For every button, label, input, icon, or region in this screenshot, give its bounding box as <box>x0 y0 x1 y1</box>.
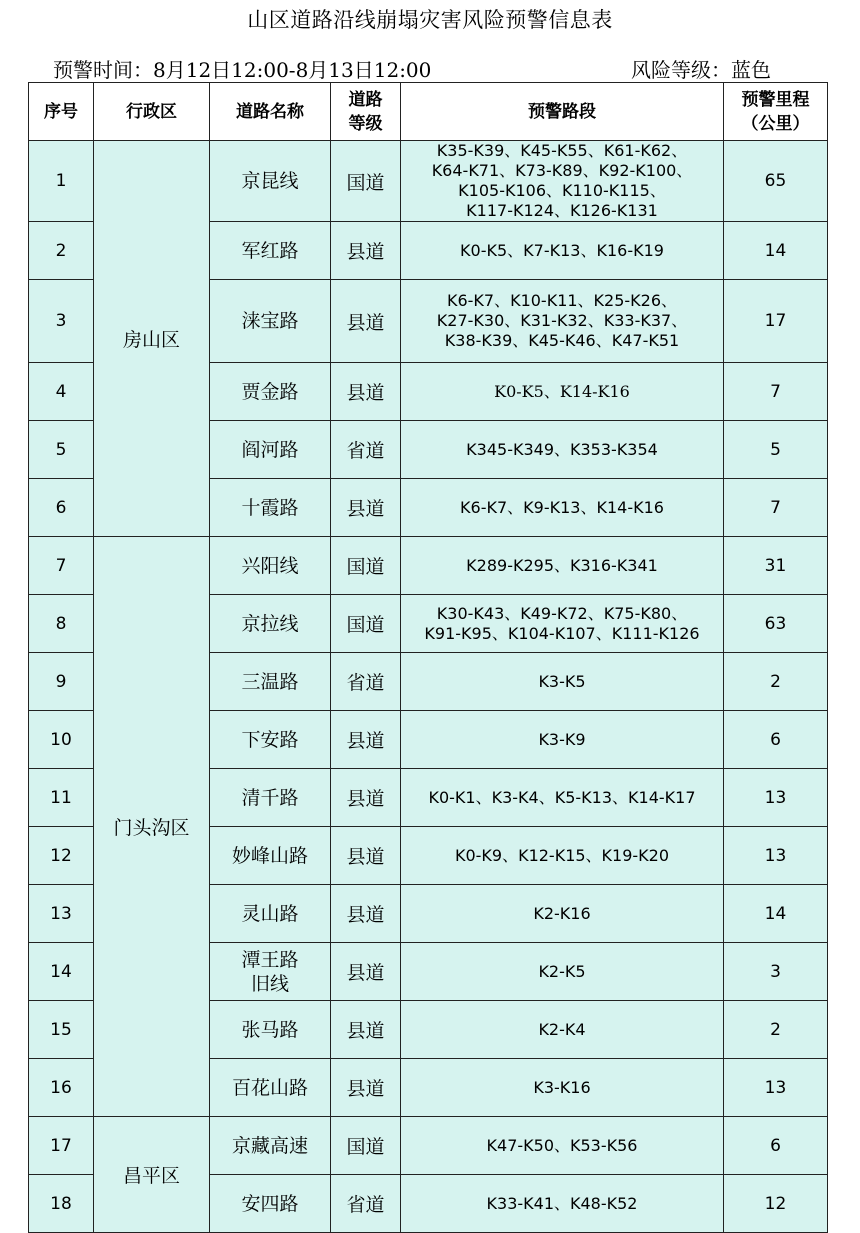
section-line: K64-K71、K73-K89、K92-K100、 <box>431 161 693 180</box>
section-line: K27-K30、K31-K32、K33-K37、 <box>436 311 688 330</box>
cell-road-grade: 县道 <box>331 479 401 537</box>
cell-seq: 14 <box>29 943 94 1001</box>
cell-section <box>401 711 724 769</box>
cell-mileage: 13 <box>724 1059 828 1117</box>
cell-road-grade: 县道 <box>331 1001 401 1059</box>
cell-mileage: 31 <box>724 537 828 595</box>
header-road-grade <box>331 83 401 141</box>
cell-road-grade: 省道 <box>331 653 401 711</box>
cell-road-grade: 县道 <box>331 363 401 421</box>
cell-road-name <box>210 280 331 363</box>
cell-road-grade: 县道 <box>331 711 401 769</box>
cell-seq: 17 <box>29 1117 94 1175</box>
cell-section <box>401 653 724 711</box>
cell-mileage: 63 <box>724 595 828 653</box>
cell-road-grade: 国道 <box>331 1117 401 1175</box>
cell-road-name <box>210 711 331 769</box>
cell-road-name <box>210 141 331 222</box>
road-name-line: 旧线 <box>250 972 289 995</box>
road-name-line: 清千路 <box>241 786 299 809</box>
cell-section <box>401 595 724 653</box>
cell-mileage: 2 <box>724 1001 828 1059</box>
section-line: K0-K5、K7-K13、K16-K19 <box>460 240 664 260</box>
header-road-grade-line: 道路 <box>348 89 383 110</box>
section-line: K3-K9 <box>538 729 586 749</box>
cell-road-name <box>210 1175 331 1233</box>
section-line: K3-K16 <box>533 1077 591 1097</box>
header-seq: 序号 <box>29 83 94 141</box>
cell-mileage: 14 <box>724 222 828 280</box>
cell-seq: 10 <box>29 711 94 769</box>
section-line: K2-K16 <box>533 903 591 923</box>
road-name-line: 京藏高速 <box>231 1134 308 1157</box>
cell-seq: 9 <box>29 653 94 711</box>
cell-road-grade: 县道 <box>331 222 401 280</box>
cell-section <box>401 1059 724 1117</box>
cell-section <box>401 222 724 280</box>
header-mileage-line: 预警里程 <box>741 89 810 110</box>
header-section: 预警路段 <box>401 83 724 141</box>
cell-road-grade: 县道 <box>331 280 401 363</box>
cell-district: 昌平区 <box>94 1117 210 1233</box>
section-line: K35-K39、K45-K55、K61-K62、 <box>436 141 688 160</box>
cell-section <box>401 1175 724 1233</box>
table-row <box>29 1117 828 1175</box>
cell-mileage: 7 <box>724 363 828 421</box>
cell-road-name <box>210 222 331 280</box>
cell-section <box>401 421 724 479</box>
cell-road-grade: 国道 <box>331 537 401 595</box>
road-name-line: 安四路 <box>241 1192 299 1215</box>
road-name-line: 潭王路 <box>241 948 299 971</box>
cell-mileage: 2 <box>724 653 828 711</box>
header-mileage-line: （公里） <box>741 113 810 134</box>
cell-seq: 13 <box>29 885 94 943</box>
cell-road-grade: 县道 <box>331 943 401 1001</box>
warning-time: 预警时间：8月12日12:00-8月13日12:00 <box>53 58 432 82</box>
header-district: 行政区 <box>94 83 210 141</box>
cell-seq: 12 <box>29 827 94 885</box>
road-name-line: 阎河路 <box>241 438 299 461</box>
cell-road-name <box>210 653 331 711</box>
section-line: K2-K5 <box>538 961 586 981</box>
table-header-row <box>29 83 828 141</box>
cell-mileage: 65 <box>724 141 828 222</box>
cell-seq: 4 <box>29 363 94 421</box>
cell-road-grade: 县道 <box>331 885 401 943</box>
cell-section <box>401 827 724 885</box>
section-line: K47-K50、K53-K56 <box>486 1135 638 1155</box>
section-line: K117-K124、K126-K131 <box>466 201 658 220</box>
road-name-line: 贾金路 <box>241 380 299 403</box>
page-title: 山区道路沿线崩塌灾害风险预警信息表 <box>247 8 613 32</box>
section-line: K0-K9、K12-K15、K19-K20 <box>454 845 670 865</box>
section-line: K30-K43、K49-K72、K75-K80、 <box>436 603 688 623</box>
cell-seq: 2 <box>29 222 94 280</box>
cell-district: 门头沟区 <box>94 537 210 1117</box>
section-line: K91-K95、K104-K107、K111-K126 <box>424 623 700 643</box>
cell-mileage: 5 <box>724 421 828 479</box>
cell-road-name <box>210 421 331 479</box>
cell-section <box>401 885 724 943</box>
cell-road-name <box>210 1117 331 1175</box>
cell-mileage: 14 <box>724 885 828 943</box>
cell-section <box>401 280 724 363</box>
table-row <box>29 537 828 595</box>
section-line: K3-K5 <box>538 671 586 691</box>
cell-section <box>401 769 724 827</box>
warning-table <box>28 82 828 1233</box>
cell-road-name <box>210 885 331 943</box>
cell-road-grade: 县道 <box>331 769 401 827</box>
cell-road-name <box>210 595 331 653</box>
cell-road-name <box>210 479 331 537</box>
cell-mileage: 13 <box>724 769 828 827</box>
cell-road-name <box>210 1059 331 1117</box>
risk-level: 风险等级：蓝色 <box>631 58 771 82</box>
cell-road-name <box>210 363 331 421</box>
cell-section <box>401 537 724 595</box>
cell-mileage: 7 <box>724 479 828 537</box>
cell-road-name <box>210 537 331 595</box>
road-name-line: 下安路 <box>241 728 299 751</box>
section-line: K6-K7、K10-K11、K25-K26、 <box>446 291 678 310</box>
road-name-line: 张马路 <box>241 1018 299 1041</box>
table-row <box>29 141 828 222</box>
road-name-line: 百花山路 <box>231 1076 308 1099</box>
cell-seq: 15 <box>29 1001 94 1059</box>
section-line: K38-K39、K45-K46、K47-K51 <box>444 331 680 350</box>
section-line: K6-K7、K9-K13、K14-K16 <box>460 497 664 517</box>
section-line: K0-K5、K14-K16 <box>494 381 630 401</box>
road-name-line: 京昆线 <box>241 170 299 192</box>
header-road-grade-line: 等级 <box>348 113 383 134</box>
cell-seq: 6 <box>29 479 94 537</box>
cell-seq: 18 <box>29 1175 94 1233</box>
cell-mileage: 13 <box>724 827 828 885</box>
cell-road-name <box>210 827 331 885</box>
cell-mileage: 6 <box>724 711 828 769</box>
cell-seq: 8 <box>29 595 94 653</box>
cell-seq: 11 <box>29 769 94 827</box>
road-name-line: 京拉线 <box>241 612 299 635</box>
cell-road-grade: 国道 <box>331 141 401 222</box>
road-name-line: 涞宝路 <box>241 310 299 332</box>
cell-mileage: 6 <box>724 1117 828 1175</box>
cell-mileage: 3 <box>724 943 828 1001</box>
cell-district: 房山区 <box>94 141 210 537</box>
road-name-line: 妙峰山路 <box>231 844 308 867</box>
road-name-line: 兴阳线 <box>241 554 299 577</box>
header-mileage <box>724 83 828 141</box>
cell-seq: 3 <box>29 280 94 363</box>
road-name-line: 军红路 <box>241 239 299 262</box>
cell-road-name <box>210 769 331 827</box>
cell-road-name <box>210 1001 331 1059</box>
section-line: K0-K1、K3-K4、K5-K13、K14-K17 <box>428 787 696 807</box>
cell-seq: 1 <box>29 141 94 222</box>
section-line: K33-K41、K48-K52 <box>486 1193 638 1213</box>
cell-seq: 16 <box>29 1059 94 1117</box>
cell-road-grade: 国道 <box>331 595 401 653</box>
cell-road-grade: 省道 <box>331 421 401 479</box>
section-line: K2-K4 <box>538 1019 586 1039</box>
cell-road-name <box>210 943 331 1001</box>
cell-section <box>401 943 724 1001</box>
cell-seq: 5 <box>29 421 94 479</box>
header-road-name: 道路名称 <box>210 83 331 141</box>
cell-seq: 7 <box>29 537 94 595</box>
cell-section <box>401 1001 724 1059</box>
section-line: K345-K349、K353-K354 <box>466 439 658 459</box>
road-name-line: 三温路 <box>241 670 299 693</box>
section-line: K289-K295、K316-K341 <box>466 555 658 575</box>
cell-mileage: 12 <box>724 1175 828 1233</box>
cell-road-grade: 省道 <box>331 1175 401 1233</box>
cell-road-grade: 县道 <box>331 1059 401 1117</box>
section-line: K105-K106、K110-K115、 <box>458 181 666 200</box>
cell-section <box>401 1117 724 1175</box>
cell-road-grade: 县道 <box>331 827 401 885</box>
road-name-line: 灵山路 <box>241 902 299 925</box>
road-name-line: 十霞路 <box>241 496 299 519</box>
cell-section <box>401 141 724 222</box>
cell-mileage: 17 <box>724 280 828 363</box>
cell-section <box>401 363 724 421</box>
cell-section <box>401 479 724 537</box>
